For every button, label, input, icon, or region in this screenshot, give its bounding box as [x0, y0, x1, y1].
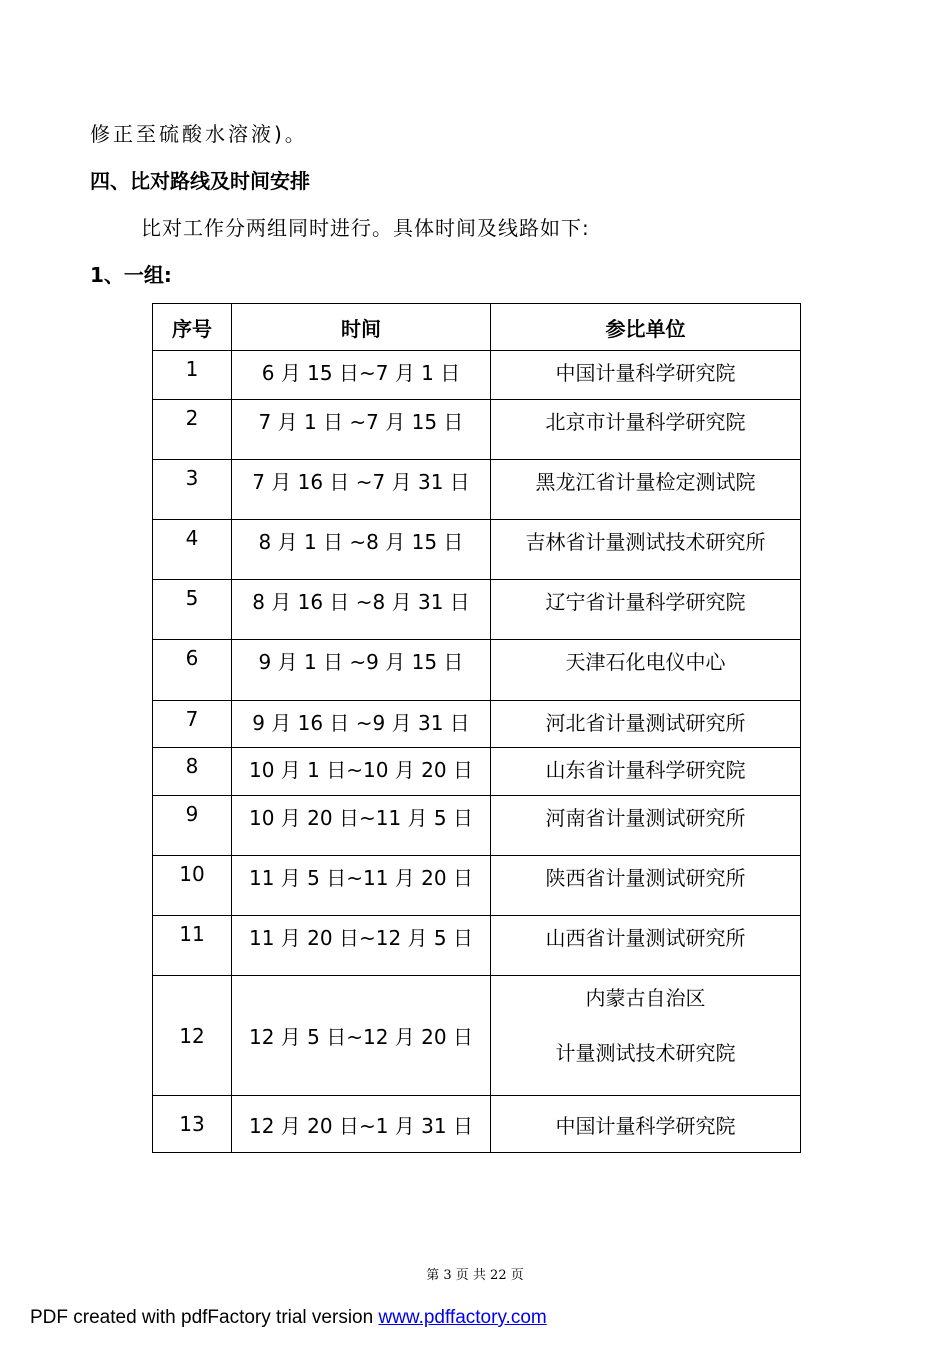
row-unit: 辽宁省计量科学研究院: [491, 580, 801, 640]
table-row: [153, 701, 801, 748]
row-unit: 山东省计量科学研究院: [491, 748, 801, 796]
row-number: 1: [153, 351, 232, 400]
watermark-text: PDF created with pdfFactory trial version: [30, 1307, 379, 1328]
row-time: 6 月 15 日~7 月 1 日: [232, 351, 491, 400]
table-row: [153, 976, 801, 1096]
row-unit: [491, 976, 801, 1096]
row-number: 6: [153, 640, 232, 701]
row-time: 9 月 16 日 ~9 月 31 日: [232, 701, 491, 748]
row-unit: 山西省计量测试研究所: [491, 916, 801, 976]
row-time: 10 月 1 日~10 月 20 日: [232, 748, 491, 796]
table-row: [153, 351, 801, 400]
row-number: 5: [153, 580, 232, 640]
row-time: 8 月 16 日 ~8 月 31 日: [232, 580, 491, 640]
header-unit: 参比单位: [491, 304, 801, 351]
table-row: [153, 640, 801, 701]
table-row: [153, 400, 801, 460]
row-time: 12 月 20 日~1 月 31 日: [232, 1096, 491, 1153]
row-number: 2: [153, 400, 232, 460]
row-number: 11: [153, 916, 232, 976]
table-row: [153, 1096, 801, 1153]
row-number: 13: [153, 1096, 232, 1153]
row-number: 7: [153, 701, 232, 748]
row-unit: 中国计量科学研究院: [491, 1096, 801, 1153]
row-unit: 天津石化电仪中心: [491, 640, 801, 701]
intro-paragraph: 比对工作分两组同时进行。具体时间及线路如下:: [141, 216, 590, 240]
row-time: 8 月 1 日 ~8 月 15 日: [232, 520, 491, 580]
row-time: 10 月 20 日~11 月 5 日: [232, 796, 491, 856]
group-heading: 1、一组:: [90, 263, 172, 287]
row-time: 11 月 20 日~12 月 5 日: [232, 916, 491, 976]
table-row: [153, 796, 801, 856]
row-time: 7 月 1 日 ~7 月 15 日: [232, 400, 491, 460]
row-time: 12 月 5 日~12 月 20 日: [232, 976, 491, 1096]
pdffactory-link[interactable]: www.pdffactory.com: [378, 1307, 547, 1328]
row-number: 4: [153, 520, 232, 580]
table-header-row: [153, 304, 801, 351]
row-unit: 黑龙江省计量检定测试院: [491, 460, 801, 520]
table-row: [153, 916, 801, 976]
row-unit: 中国计量科学研究院: [491, 351, 801, 400]
table-row: [153, 520, 801, 580]
pdf-watermark: [30, 1307, 547, 1329]
table-row: [153, 460, 801, 520]
table-row: [153, 580, 801, 640]
header-number: 序号: [153, 304, 232, 351]
schedule-table: [152, 303, 801, 1153]
row-number: 8: [153, 748, 232, 796]
section-heading: 四、比对路线及时间安排: [90, 169, 310, 193]
header-time: 时间: [232, 304, 491, 351]
row-unit: 河南省计量测试研究所: [491, 796, 801, 856]
page-number: 第 3 页 共 22 页: [426, 1268, 524, 1283]
row-unit-line2: 计量测试技术研究院: [555, 1041, 736, 1065]
row-unit: 河北省计量测试研究所: [491, 701, 801, 748]
paragraph-text: 修正至硫酸水溶液)。: [90, 122, 308, 146]
row-unit: 北京市计量科学研究院: [491, 400, 801, 460]
row-number: 10: [153, 856, 232, 916]
row-time: 11 月 5 日~11 月 20 日: [232, 856, 491, 916]
row-unit: 陕西省计量测试研究所: [491, 856, 801, 916]
table-row: [153, 748, 801, 796]
row-number: 12: [153, 976, 232, 1096]
row-time: 7 月 16 日 ~7 月 31 日: [232, 460, 491, 520]
row-number: 9: [153, 796, 232, 856]
row-unit-line1: 内蒙古自治区: [585, 986, 706, 1010]
table-row: [153, 856, 801, 916]
row-unit: 吉林省计量测试技术研究所: [491, 520, 801, 580]
row-time: 9 月 1 日 ~9 月 15 日: [232, 640, 491, 701]
row-number: 3: [153, 460, 232, 520]
